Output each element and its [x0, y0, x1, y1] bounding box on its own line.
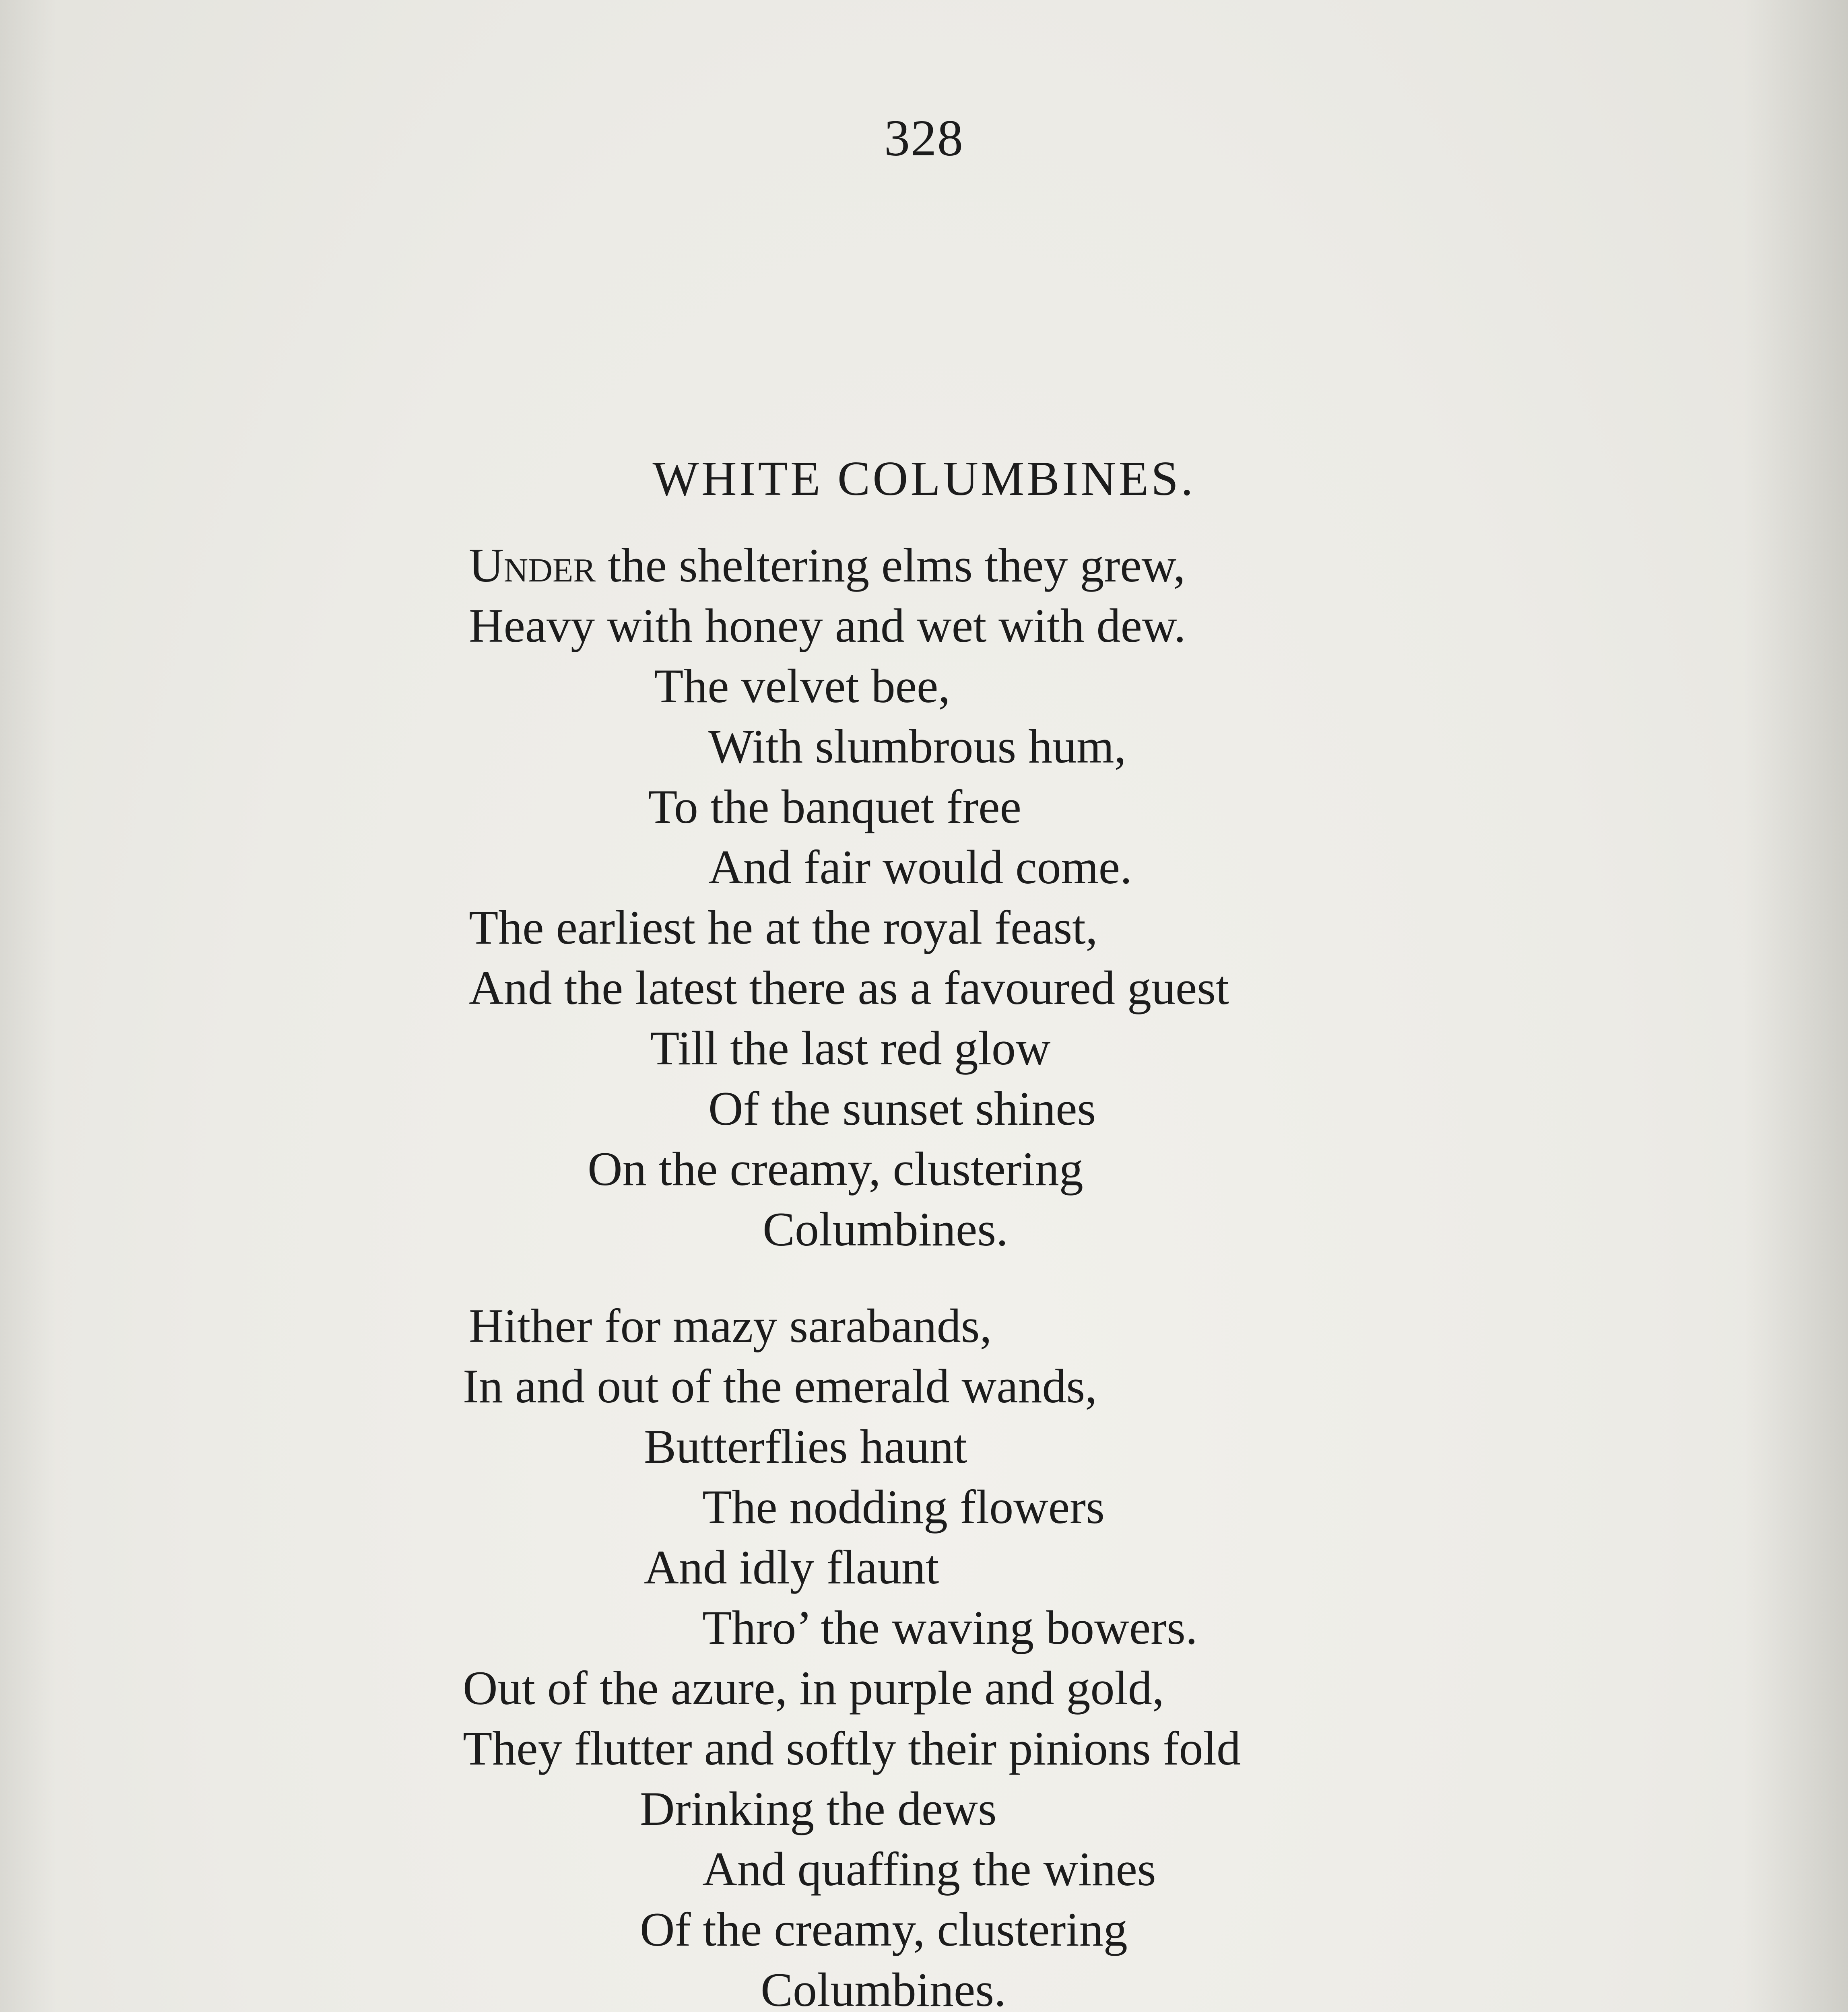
- poem-line: Under the sheltering elms they grew,: [469, 538, 1186, 592]
- poem-line: The nodding flowers: [702, 1480, 1105, 1534]
- poem-line: Drinking the dews: [640, 1782, 997, 1835]
- page-shadow-left: [0, 0, 56, 2012]
- poem-line: Columbines.: [761, 1963, 1007, 2012]
- poem-line: On the creamy, clustering: [588, 1142, 1083, 1196]
- poem-title: WHITE COLUMBINES.: [652, 451, 1196, 506]
- poem-line: And fair would come.: [708, 840, 1132, 894]
- poem-line: Of the creamy, clustering: [640, 1903, 1128, 1956]
- poem-line: In and out of the emerald wands,: [463, 1359, 1097, 1413]
- poem-line: With slumbrous hum,: [708, 719, 1126, 773]
- poem-line: Columbines.: [763, 1202, 1009, 1256]
- page-shadow-right: [1743, 0, 1848, 2012]
- page-number: 328: [884, 109, 964, 167]
- poem-line: And quaffing the wines: [702, 1842, 1156, 1896]
- poem-line: Out of the azure, in purple and gold,: [463, 1661, 1164, 1715]
- poem-first-word: Under: [469, 538, 596, 592]
- poem-line: Butterflies haunt: [644, 1420, 967, 1473]
- poem-line: Till the last red glow: [650, 1021, 1051, 1075]
- poem-line: The velvet bee,: [654, 659, 951, 713]
- poem-line: Thro’ the waving bowers.: [702, 1601, 1198, 1654]
- poem-line: To the banquet free: [648, 780, 1021, 833]
- poem-line: They flutter and softly their pinions fold: [463, 1721, 1241, 1775]
- poem-line: The earliest he at the royal feast,: [469, 901, 1098, 954]
- poem-line: And idly flaunt: [644, 1540, 939, 1594]
- poem-line: Of the sunset shines: [708, 1082, 1096, 1135]
- poem-line: Hither for mazy sarabands,: [469, 1299, 992, 1352]
- poem-line: And the latest there as a favoured guest: [469, 961, 1229, 1014]
- poem-line: Heavy with honey and wet with dew.: [469, 599, 1186, 652]
